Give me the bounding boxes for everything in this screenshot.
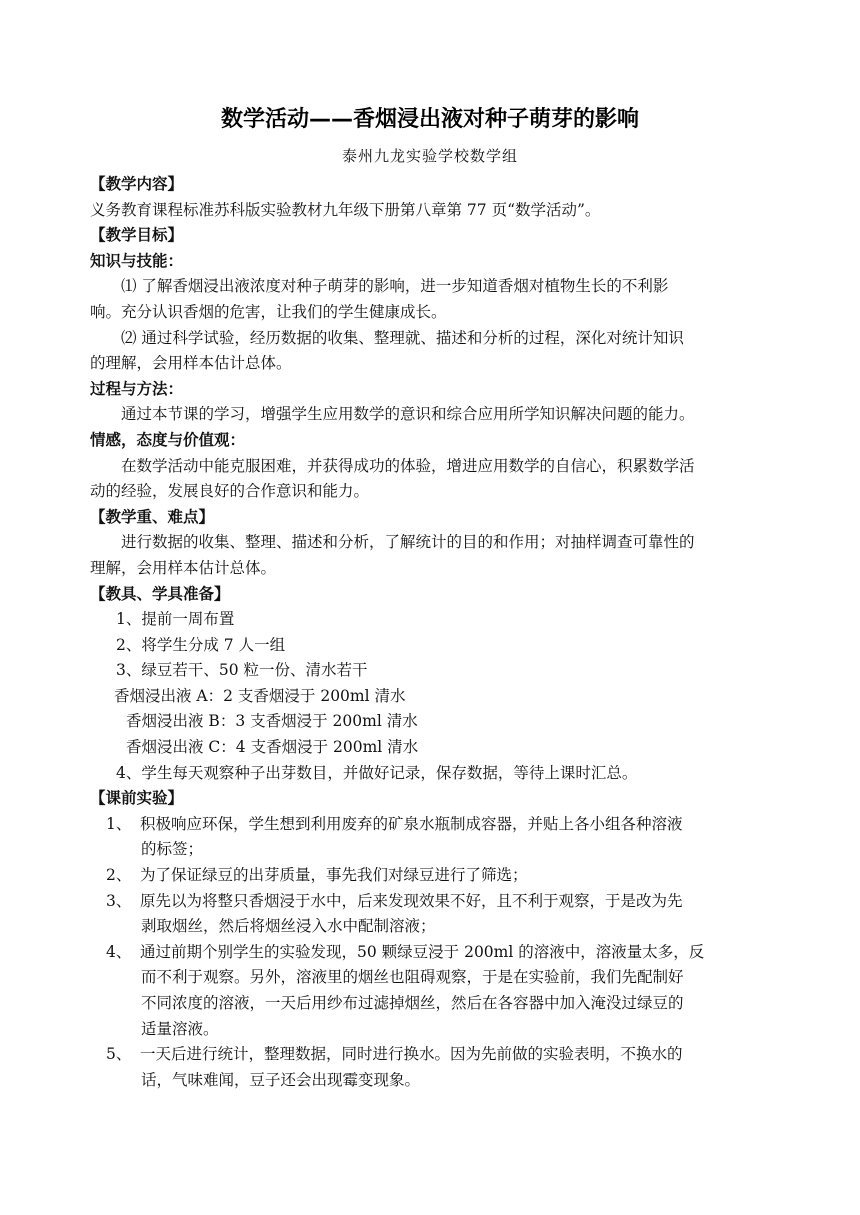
list-number: 4、 bbox=[106, 942, 132, 961]
experiment-list-item bbox=[90, 1042, 770, 1093]
tools-solution: 香烟浸出液 C：4 支香烟浸于 200ml 清水 bbox=[126, 738, 419, 757]
list-text: 为了保证绿豆的出芽质量，事先我们对绿豆进行了筛选； bbox=[140, 866, 528, 885]
tools-item: 3、绿豆若干、50 粒一份、清水若干 bbox=[116, 661, 368, 680]
author-line: 泰州九龙实验学校数学组 bbox=[341, 147, 518, 165]
experiment-list-item bbox=[90, 940, 770, 1042]
list-text: 积极响应环保，学生想到利用废弃的矿泉水瓶制成容器，并贴上各小组各种溶液 bbox=[140, 814, 683, 833]
list-number: 1、 bbox=[106, 814, 132, 833]
keypoints-line2: 理解，会用样本估计总体。 bbox=[90, 558, 277, 577]
process-text: 通过本节课的学习，增强学生应用数学的意识和综合应用所学知识解决问题的能力。 bbox=[121, 405, 695, 424]
experiment-list-item bbox=[90, 889, 770, 940]
tools-solution: 香烟浸出液 A：2 支香烟浸于 200ml 清水 bbox=[114, 686, 406, 705]
tools-solution: 香烟浸出液 B：3 支香烟浸于 200ml 清水 bbox=[126, 712, 418, 731]
section-heading-content: 【教学内容】 bbox=[90, 175, 184, 193]
list-text: 而不利于观察。另外，溶液里的烟丝也阻碍观察，于是在实验前，我们先配制好 bbox=[141, 968, 684, 987]
knowledge-p1-line1: ⑴ 了解香烟浸出液浓度对种子萌芽的影响，进一步知道香烟对植物生长的不利影 bbox=[121, 277, 669, 296]
section-heading-goals: 【教学目标】 bbox=[90, 226, 184, 245]
section-heading-experiment: 【课前实验】 bbox=[90, 789, 184, 808]
emotion-line2: 动的经验，发展良好的合作意识和能力。 bbox=[90, 482, 370, 501]
subheading-process: 过程与方法： bbox=[90, 379, 184, 398]
experiment-list-item bbox=[90, 812, 770, 863]
knowledge-p2-line2: 的理解，会用样本估计总体。 bbox=[90, 354, 292, 373]
knowledge-p1-line2: 响。充分认识香烟的危害，让我们的学生健康成长。 bbox=[90, 302, 447, 321]
list-text: 的标签； bbox=[141, 840, 204, 859]
list-text: 话，气味难闻，豆子还会出现霉变现象。 bbox=[141, 1070, 421, 1089]
document-body bbox=[90, 172, 770, 1093]
emotion-line1: 在数学活动中能克服困难，并获得成功的体验，增进应用数学的自信心，积累数学活 bbox=[121, 456, 695, 475]
list-text: 通过前期个别学生的实验发现，50 颗绿豆浸于 200ml 的溶液中，溶液量太多，反 bbox=[140, 942, 705, 961]
keypoints-line1: 进行数据的收集、整理、描述和分析，了解统计的目的和作用；对抽样调查可靠性的 bbox=[121, 533, 695, 552]
content-text: 义务教育课程标准苏科版实验教材九年级下册第八章第 77 页“数学活动”。 bbox=[90, 200, 601, 219]
list-text: 剥取烟丝，然后将烟丝浸入水中配制溶液； bbox=[141, 917, 436, 936]
list-number: 5、 bbox=[106, 1045, 132, 1064]
list-text: 适量溶液。 bbox=[141, 1019, 219, 1038]
list-text: 原先以为将整只香烟浸于水中，后来发现效果不好，且不利于观察，于是改为先 bbox=[140, 891, 683, 910]
section-heading-tools: 【教具、学具准备】 bbox=[90, 584, 230, 603]
experiment-list-item bbox=[90, 863, 770, 889]
page-title: 数学活动——香烟浸出液对种子萌芽的影响 bbox=[220, 107, 639, 132]
subheading-emotion: 情感，态度与价值观： bbox=[90, 430, 246, 449]
list-number: 3、 bbox=[106, 891, 132, 910]
tools-item: 4、学生每天观察种子出芽数目，并做好记录，保存数据，等待上课时汇总。 bbox=[116, 763, 638, 782]
knowledge-p2-line1: ⑵ 通过科学试验，经历数据的收集、整理就、描述和分析的过程，深化对统计知识 bbox=[121, 328, 684, 347]
subheading-knowledge: 知识与技能： bbox=[90, 251, 184, 270]
tools-item: 2、将学生分成 7 人一组 bbox=[116, 635, 286, 654]
list-text: 不同浓度的溶液，一天后用纱布过滤掉烟丝，然后在各容器中加入淹没过绿豆的 bbox=[141, 994, 684, 1012]
list-text: 一天后进行统计，整理数据，同时进行换水。因为先前做的实验表明，不换水的 bbox=[140, 1045, 683, 1064]
section-heading-keypoints: 【教学重、难点】 bbox=[90, 507, 215, 526]
tools-item: 1、提前一周布置 bbox=[116, 610, 235, 629]
list-number: 2、 bbox=[106, 866, 132, 885]
